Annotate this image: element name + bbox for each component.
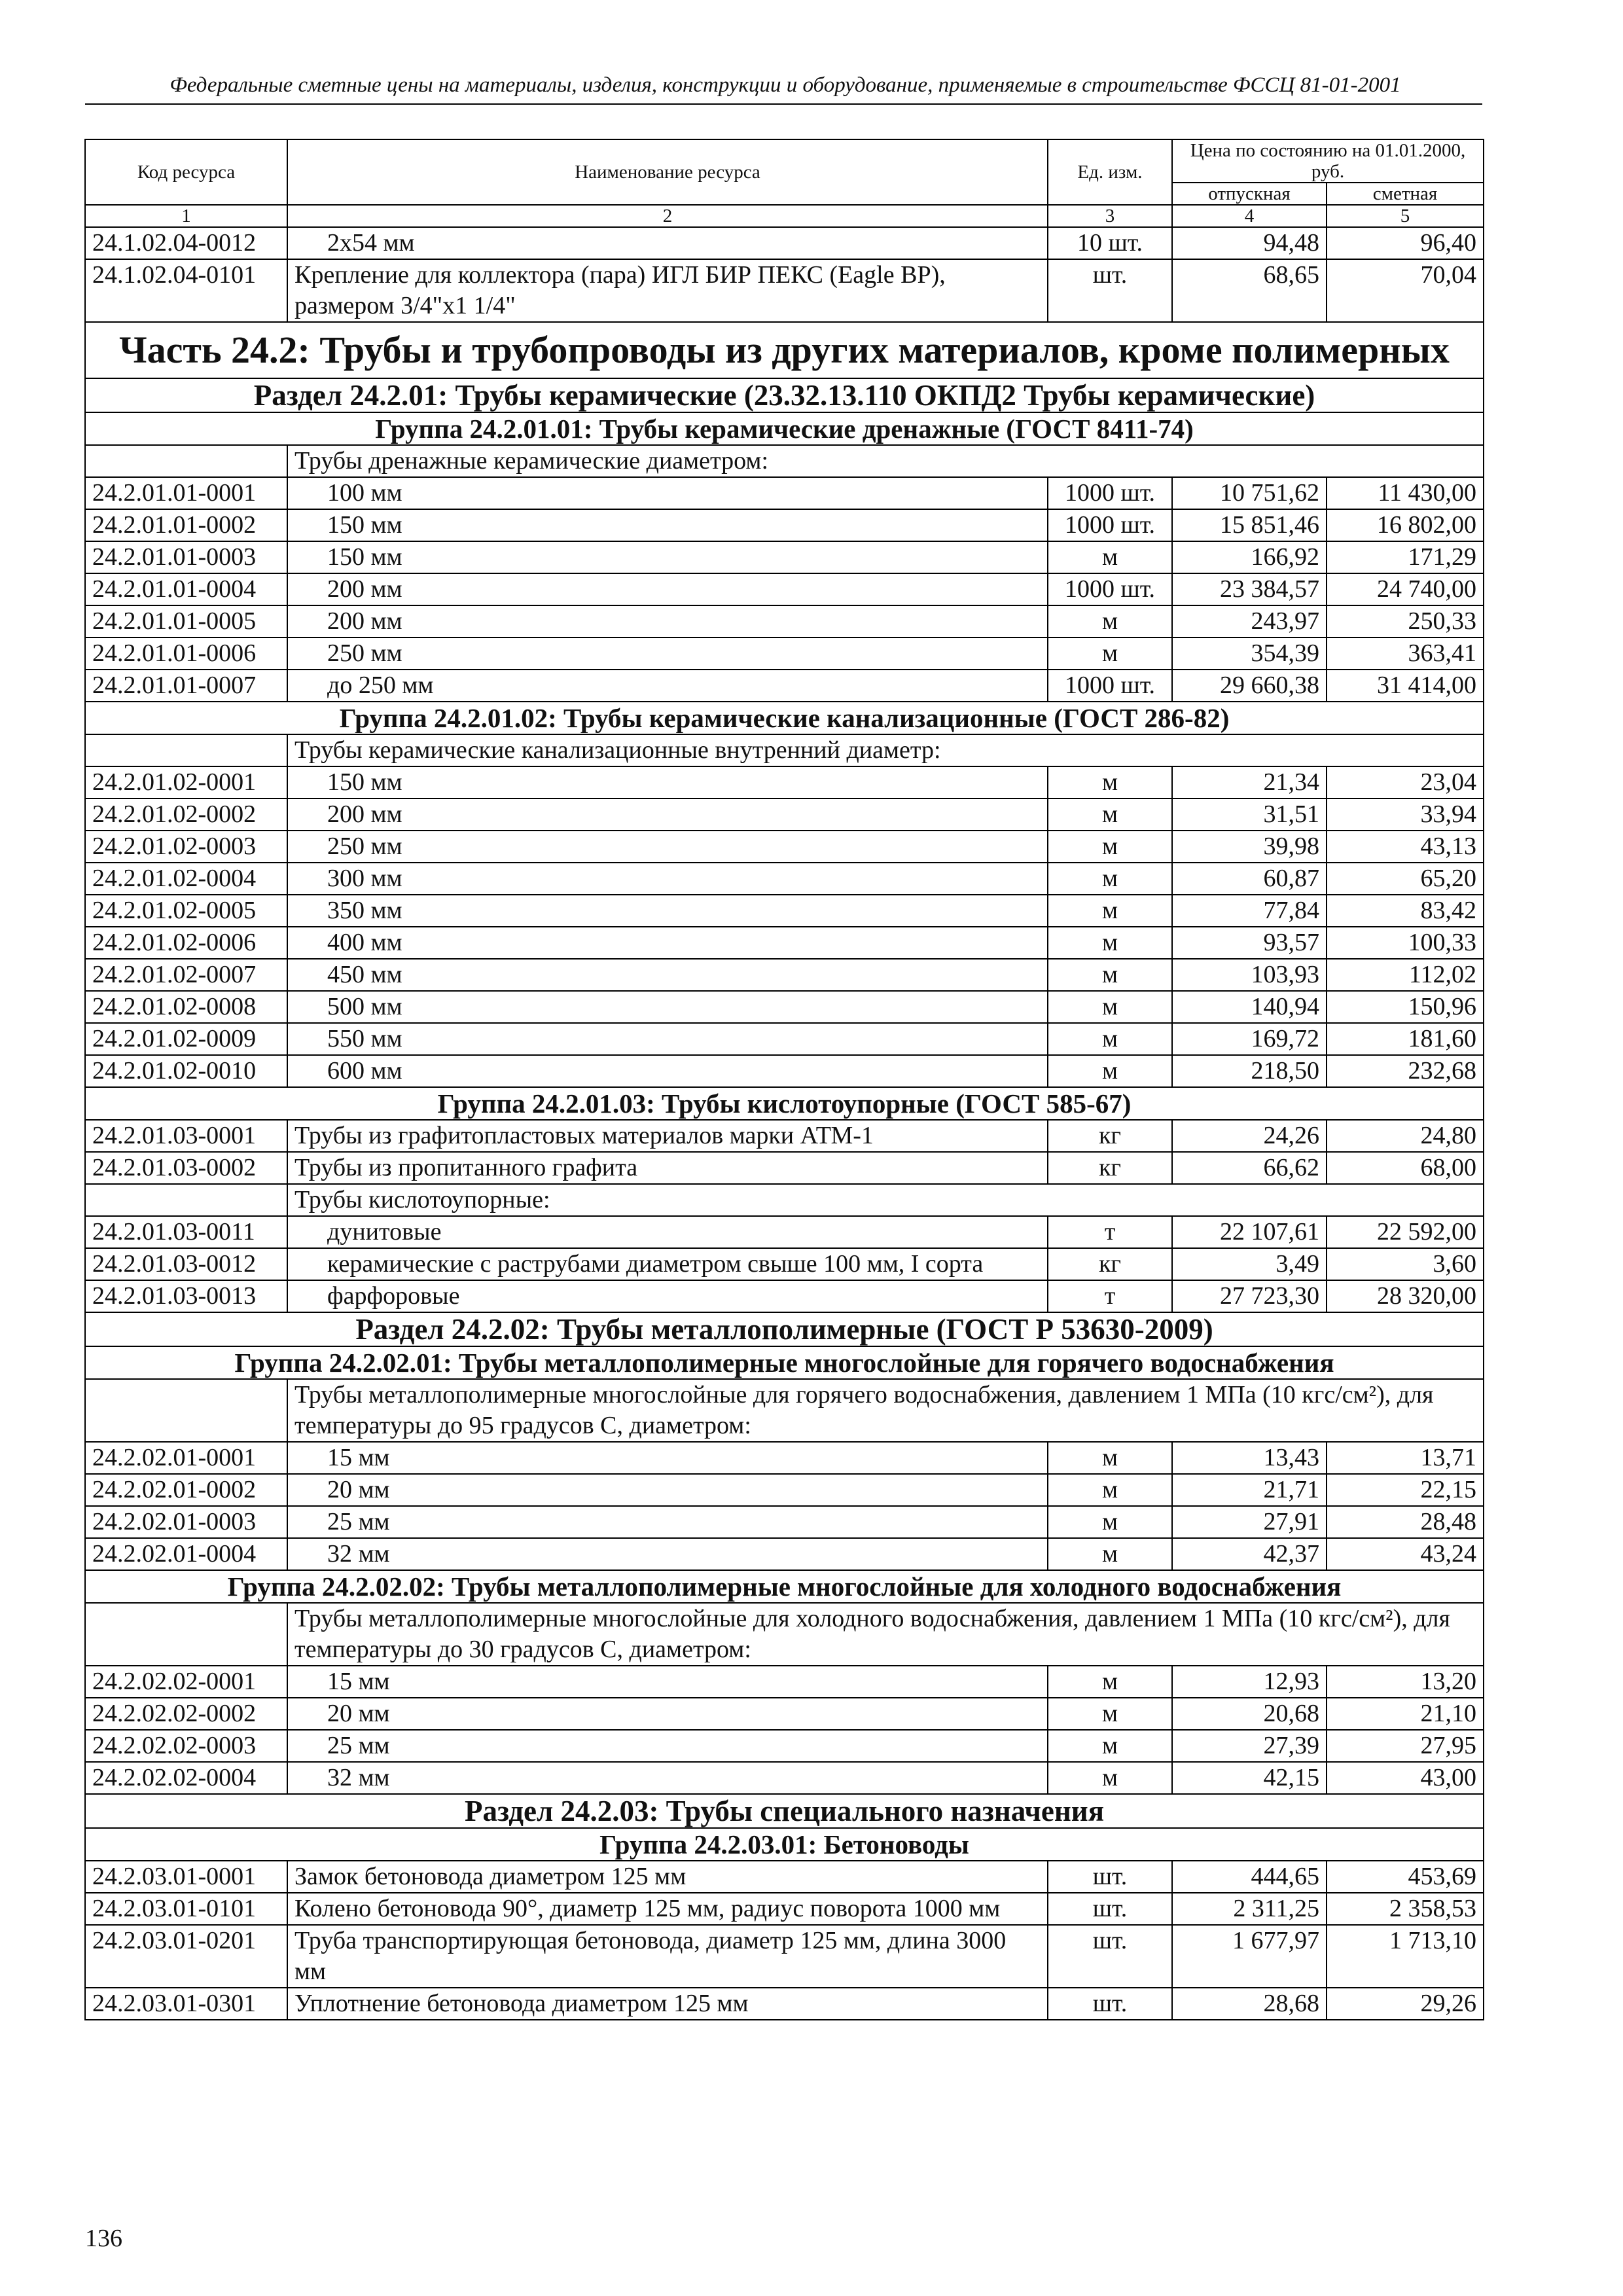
estimate-price: 13,20: [1327, 1666, 1484, 1698]
resource-code: 24.2.01.01-0003: [85, 541, 287, 573]
unit-of-measure: кг: [1048, 1248, 1172, 1280]
release-price: 166,92: [1172, 541, 1327, 573]
resource-code: 24.2.01.03-0012: [85, 1248, 287, 1280]
resource-name: 20 мм: [287, 1698, 1048, 1730]
group-title: Группа 24.2.01.01: Трубы керамические дренажные (ГОСТ 8411-74): [85, 412, 1484, 445]
group-heading-row: [85, 1828, 1484, 1861]
unit-of-measure: м: [1048, 1442, 1172, 1474]
section-title: Раздел 24.2.03: Трубы специального назначения: [85, 1794, 1484, 1828]
unit-of-measure: м: [1048, 766, 1172, 798]
estimate-price: 16 802,00: [1327, 509, 1484, 541]
unit-of-measure: 1000 шт.: [1048, 477, 1172, 509]
estimate-price: 43,00: [1327, 1762, 1484, 1794]
resource-name: до 250 мм: [287, 670, 1048, 702]
unit-of-measure: м: [1048, 1730, 1172, 1762]
unit-of-measure: м: [1048, 863, 1172, 895]
table-row: [85, 227, 1484, 259]
unit-of-measure: шт.: [1048, 1988, 1172, 2020]
resource-code: 24.2.02.01-0001: [85, 1442, 287, 1474]
release-price: 22 107,61: [1172, 1216, 1327, 1248]
estimate-price: 70,04: [1327, 259, 1484, 322]
code-cell-empty: [85, 1603, 287, 1666]
resource-code: 24.2.03.01-0101: [85, 1893, 287, 1925]
resource-code: 24.2.03.01-0201: [85, 1925, 287, 1988]
unit-of-measure: м: [1048, 1023, 1172, 1055]
unit-of-measure: т: [1048, 1216, 1172, 1248]
release-price: 20,68: [1172, 1698, 1327, 1730]
resource-name: 200 мм: [287, 798, 1048, 831]
release-price: 169,72: [1172, 1023, 1327, 1055]
release-price: 243,97: [1172, 605, 1327, 637]
table-row: [85, 1988, 1484, 2020]
resource-code: 24.2.03.01-0001: [85, 1861, 287, 1893]
release-price: 103,93: [1172, 959, 1327, 991]
resource-code: 24.2.01.01-0006: [85, 637, 287, 670]
estimate-price: 250,33: [1327, 605, 1484, 637]
table-row: [85, 605, 1484, 637]
table-row: [85, 637, 1484, 670]
resource-name: Трубы из графитопластовых материалов марки АТМ-1: [287, 1120, 1048, 1152]
estimate-price: 43,24: [1327, 1538, 1484, 1570]
resource-code: 24.2.01.02-0008: [85, 991, 287, 1023]
release-price: 15 851,46: [1172, 509, 1327, 541]
unit-of-measure: м: [1048, 991, 1172, 1023]
estimate-price: 23,04: [1327, 766, 1484, 798]
release-price: 1 677,97: [1172, 1925, 1327, 1988]
section-title: Раздел 24.2.02: Трубы металлополимерные (ГОСТ Р 53630-2009): [85, 1312, 1484, 1346]
table-row: [85, 1474, 1484, 1506]
release-price: 13,43: [1172, 1442, 1327, 1474]
resource-name: Крепление для коллектора (пара) ИГЛ БИР ПЕКС (Eagle BP), размером 3/4"x1 1/4": [287, 259, 1048, 322]
unit-of-measure: т: [1048, 1280, 1172, 1312]
col-header-price: Цена по состоянию на 01.01.2000, руб.: [1172, 139, 1484, 183]
header-rule: [85, 103, 1482, 105]
table-row: [85, 863, 1484, 895]
subheading-text: Трубы дренажные керамические диаметром:: [287, 445, 1484, 477]
table-row: [85, 670, 1484, 702]
code-cell-empty: [85, 445, 287, 477]
resource-name: 250 мм: [287, 637, 1048, 670]
resource-code: 24.2.01.01-0005: [85, 605, 287, 637]
resource-name: 150 мм: [287, 509, 1048, 541]
resource-name: 450 мм: [287, 959, 1048, 991]
table-row: [85, 477, 1484, 509]
estimate-price: 100,33: [1327, 927, 1484, 959]
resource-code: 24.1.02.04-0012: [85, 227, 287, 259]
table-row: [85, 1893, 1484, 1925]
table-row: [85, 1280, 1484, 1312]
resource-code: 24.2.02.02-0004: [85, 1762, 287, 1794]
release-price: 21,34: [1172, 766, 1327, 798]
resource-code: 24.2.01.02-0004: [85, 863, 287, 895]
col-number-4: 4: [1172, 205, 1327, 227]
group-heading-row: [85, 412, 1484, 445]
table-row: [85, 1538, 1484, 1570]
estimate-price: 65,20: [1327, 863, 1484, 895]
resource-code: 24.2.01.02-0010: [85, 1055, 287, 1087]
resource-name: 300 мм: [287, 863, 1048, 895]
resource-name: 100 мм: [287, 477, 1048, 509]
table-row: [85, 1442, 1484, 1474]
code-cell-empty: [85, 734, 287, 766]
estimate-price: 2 358,53: [1327, 1893, 1484, 1925]
section-heading-row: [85, 378, 1484, 412]
release-price: 27,39: [1172, 1730, 1327, 1762]
table-row: [85, 1055, 1484, 1087]
estimate-price: 150,96: [1327, 991, 1484, 1023]
estimate-price: 27,95: [1327, 1730, 1484, 1762]
estimate-price: 96,40: [1327, 227, 1484, 259]
resource-name: 150 мм: [287, 766, 1048, 798]
table-row: [85, 1152, 1484, 1184]
subheading-row: [85, 734, 1484, 766]
table-row: [85, 1120, 1484, 1152]
table-row: [85, 573, 1484, 605]
release-price: 42,15: [1172, 1762, 1327, 1794]
unit-of-measure: м: [1048, 1506, 1172, 1538]
unit-of-measure: шт.: [1048, 1861, 1172, 1893]
resource-name: 150 мм: [287, 541, 1048, 573]
col-header-release: отпускная: [1172, 183, 1327, 205]
resource-code: 24.2.01.02-0006: [85, 927, 287, 959]
resource-name: 200 мм: [287, 573, 1048, 605]
release-price: 21,71: [1172, 1474, 1327, 1506]
estimate-price: 24 740,00: [1327, 573, 1484, 605]
resource-name: 500 мм: [287, 991, 1048, 1023]
code-cell-empty: [85, 1184, 287, 1216]
resource-code: 24.2.01.03-0011: [85, 1216, 287, 1248]
resource-name: 32 мм: [287, 1538, 1048, 1570]
unit-of-measure: м: [1048, 1474, 1172, 1506]
unit-of-measure: м: [1048, 798, 1172, 831]
resource-code: 24.2.01.02-0003: [85, 831, 287, 863]
resource-code: 24.2.01.02-0007: [85, 959, 287, 991]
unit-of-measure: шт.: [1048, 259, 1172, 322]
group-title: Группа 24.2.01.03: Трубы кислотоупорные (ГОСТ 585-67): [85, 1087, 1484, 1120]
table-row: [85, 1925, 1484, 1988]
table-row: [85, 927, 1484, 959]
resource-code: 24.2.01.02-0009: [85, 1023, 287, 1055]
resource-code: 24.2.01.01-0001: [85, 477, 287, 509]
unit-of-measure: кг: [1048, 1152, 1172, 1184]
table-row: [85, 1666, 1484, 1698]
estimate-price: 28,48: [1327, 1506, 1484, 1538]
table-row: [85, 1861, 1484, 1893]
group-heading-row: [85, 1346, 1484, 1379]
release-price: 29 660,38: [1172, 670, 1327, 702]
unit-of-measure: 1000 шт.: [1048, 509, 1172, 541]
group-heading-row: [85, 1087, 1484, 1120]
release-price: 93,57: [1172, 927, 1327, 959]
table-row: [85, 798, 1484, 831]
resource-name: 25 мм: [287, 1730, 1048, 1762]
resource-code: 24.2.01.02-0005: [85, 895, 287, 927]
table-row: [85, 766, 1484, 798]
resource-name: дунитовые: [287, 1216, 1048, 1248]
table-row: [85, 1730, 1484, 1762]
resource-code: 24.2.01.01-0004: [85, 573, 287, 605]
release-price: 12,93: [1172, 1666, 1327, 1698]
resource-name: керамические с раструбами диаметром свыше 100 мм, I сорта: [287, 1248, 1048, 1280]
estimate-price: 43,13: [1327, 831, 1484, 863]
unit-of-measure: м: [1048, 541, 1172, 573]
group-title: Группа 24.2.02.02: Трубы металлополимерные многослойные для холодного водоснабжения: [85, 1570, 1484, 1603]
unit-of-measure: 10 шт.: [1048, 227, 1172, 259]
estimate-price: 453,69: [1327, 1861, 1484, 1893]
resource-code: 24.2.02.01-0002: [85, 1474, 287, 1506]
part-title: Часть 24.2: Трубы и трубопроводы из других материалов, кроме полимерных: [85, 322, 1484, 378]
estimate-price: 31 414,00: [1327, 670, 1484, 702]
estimate-price: 1 713,10: [1327, 1925, 1484, 1988]
release-price: 354,39: [1172, 637, 1327, 670]
release-price: 77,84: [1172, 895, 1327, 927]
subheading-row: [85, 1184, 1484, 1216]
release-price: 444,65: [1172, 1861, 1327, 1893]
resource-name: 20 мм: [287, 1474, 1048, 1506]
resource-code: 24.2.03.01-0301: [85, 1988, 287, 2020]
resource-name: 550 мм: [287, 1023, 1048, 1055]
unit-of-measure: шт.: [1048, 1925, 1172, 1988]
resource-code: 24.2.01.02-0002: [85, 798, 287, 831]
release-price: 68,65: [1172, 259, 1327, 322]
release-price: 23 384,57: [1172, 573, 1327, 605]
release-price: 27,91: [1172, 1506, 1327, 1538]
resource-name: фарфоровые: [287, 1280, 1048, 1312]
col-number-5: 5: [1327, 205, 1484, 227]
resource-code: 24.2.01.03-0002: [85, 1152, 287, 1184]
running-header: Федеральные сметные цены на материалы, изделия, конструкции и оборудование, применяемые в строительстве ФССЦ 81-01-2001: [169, 73, 1401, 97]
resource-name: Труба транспортирующая бетоновода, диаметр 125 мм, длина 3000 мм: [287, 1925, 1048, 1988]
unit-of-measure: м: [1048, 637, 1172, 670]
estimate-price: 363,41: [1327, 637, 1484, 670]
subheading-row: [85, 1379, 1484, 1442]
resource-code: 24.2.02.01-0004: [85, 1538, 287, 1570]
resource-name: 15 мм: [287, 1442, 1048, 1474]
resource-name: 350 мм: [287, 895, 1048, 927]
section-heading-row: [85, 1794, 1484, 1828]
estimate-price: 3,60: [1327, 1248, 1484, 1280]
resource-name: 200 мм: [287, 605, 1048, 637]
release-price: 42,37: [1172, 1538, 1327, 1570]
resource-code: 24.2.02.02-0001: [85, 1666, 287, 1698]
resource-code: 24.2.01.01-0002: [85, 509, 287, 541]
estimate-price: 13,71: [1327, 1442, 1484, 1474]
col-header-code: Код ресурса: [85, 139, 287, 205]
table-row: [85, 1023, 1484, 1055]
estimate-price: 232,68: [1327, 1055, 1484, 1087]
resource-code: 24.2.02.01-0003: [85, 1506, 287, 1538]
unit-of-measure: м: [1048, 1762, 1172, 1794]
release-price: 60,87: [1172, 863, 1327, 895]
resource-name: 400 мм: [287, 927, 1048, 959]
table-row: [85, 1216, 1484, 1248]
col-header-name: Наименование ресурса: [287, 139, 1048, 205]
release-price: 31,51: [1172, 798, 1327, 831]
resource-name: 32 мм: [287, 1762, 1048, 1794]
table-body: [85, 227, 1484, 2020]
col-number-2: 2: [287, 205, 1048, 227]
resource-name: Трубы из пропитанного графита: [287, 1152, 1048, 1184]
estimate-price: 83,42: [1327, 895, 1484, 927]
estimate-price: 112,02: [1327, 959, 1484, 991]
release-price: 3,49: [1172, 1248, 1327, 1280]
resource-code: 24.2.01.03-0013: [85, 1280, 287, 1312]
subheading-text: Трубы кислотоупорные:: [287, 1184, 1484, 1216]
unit-of-measure: м: [1048, 1698, 1172, 1730]
table-row: [85, 1762, 1484, 1794]
resource-name: 2x54 мм: [287, 227, 1048, 259]
col-header-unit: Ед. изм.: [1048, 139, 1172, 205]
resource-name: Уплотнение бетоновода диаметром 125 мм: [287, 1988, 1048, 2020]
release-price: 24,26: [1172, 1120, 1327, 1152]
unit-of-measure: м: [1048, 959, 1172, 991]
page-number: 136: [85, 2225, 122, 2252]
resource-name: 25 мм: [287, 1506, 1048, 1538]
release-price: 39,98: [1172, 831, 1327, 863]
table-row: [85, 1698, 1484, 1730]
unit-of-measure: 1000 шт.: [1048, 670, 1172, 702]
group-heading-row: [85, 1570, 1484, 1603]
table-row: [85, 1506, 1484, 1538]
unit-of-measure: кг: [1048, 1120, 1172, 1152]
estimate-price: 29,26: [1327, 1988, 1484, 2020]
table-row: [85, 259, 1484, 322]
part-heading-row: [85, 322, 1484, 378]
price-table: [84, 139, 1484, 2020]
estimate-price: 22 592,00: [1327, 1216, 1484, 1248]
group-heading-row: [85, 702, 1484, 734]
group-title: Группа 24.2.01.02: Трубы керамические канализационные (ГОСТ 286-82): [85, 702, 1484, 734]
resource-code: 24.2.01.01-0007: [85, 670, 287, 702]
resource-code: 24.2.02.02-0003: [85, 1730, 287, 1762]
estimate-price: 33,94: [1327, 798, 1484, 831]
release-price: 28,68: [1172, 1988, 1327, 2020]
estimate-price: 11 430,00: [1327, 477, 1484, 509]
subheading-text: Трубы металлополимерные многослойные для горячего водоснабжения, давлением 1 МПа (10 кгс/см²), для температуры до 95 градусов С, диаметром:: [287, 1379, 1484, 1442]
release-price: 2 311,25: [1172, 1893, 1327, 1925]
col-number-1: 1: [85, 205, 287, 227]
resource-code: 24.1.02.04-0101: [85, 259, 287, 322]
section-heading-row: [85, 1312, 1484, 1346]
release-price: 27 723,30: [1172, 1280, 1327, 1312]
section-title: Раздел 24.2.01: Трубы керамические (23.32.13.110 ОКПД2 Трубы керамические): [85, 378, 1484, 412]
estimate-price: 22,15: [1327, 1474, 1484, 1506]
estimate-price: 24,80: [1327, 1120, 1484, 1152]
unit-of-measure: м: [1048, 895, 1172, 927]
table-row: [85, 991, 1484, 1023]
release-price: 218,50: [1172, 1055, 1327, 1087]
resource-code: 24.2.01.02-0001: [85, 766, 287, 798]
group-title: Группа 24.2.02.01: Трубы металлополимерные многослойные для горячего водоснабжения: [85, 1346, 1484, 1379]
release-price: 66,62: [1172, 1152, 1327, 1184]
table-row: [85, 831, 1484, 863]
unit-of-measure: 1000 шт.: [1048, 573, 1172, 605]
estimate-price: 28 320,00: [1327, 1280, 1484, 1312]
unit-of-measure: м: [1048, 605, 1172, 637]
code-cell-empty: [85, 1379, 287, 1442]
unit-of-measure: шт.: [1048, 1893, 1172, 1925]
subheading-row: [85, 445, 1484, 477]
table-row: [85, 509, 1484, 541]
resource-code: 24.2.01.03-0001: [85, 1120, 287, 1152]
release-price: 10 751,62: [1172, 477, 1327, 509]
subheading-text: Трубы керамические канализационные внутренний диаметр:: [287, 734, 1484, 766]
resource-name: 15 мм: [287, 1666, 1048, 1698]
unit-of-measure: м: [1048, 1666, 1172, 1698]
resource-name: 600 мм: [287, 1055, 1048, 1087]
unit-of-measure: м: [1048, 927, 1172, 959]
table-row: [85, 1248, 1484, 1280]
group-title: Группа 24.2.03.01: Бетоноводы: [85, 1828, 1484, 1861]
table-row: [85, 895, 1484, 927]
estimate-price: 68,00: [1327, 1152, 1484, 1184]
estimate-price: 171,29: [1327, 541, 1484, 573]
unit-of-measure: м: [1048, 831, 1172, 863]
table-row: [85, 959, 1484, 991]
estimate-price: 21,10: [1327, 1698, 1484, 1730]
release-price: 140,94: [1172, 991, 1327, 1023]
resource-name: 250 мм: [287, 831, 1048, 863]
col-number-3: 3: [1048, 205, 1172, 227]
resource-code: 24.2.02.02-0002: [85, 1698, 287, 1730]
unit-of-measure: м: [1048, 1055, 1172, 1087]
col-header-estimate: сметная: [1327, 183, 1484, 205]
table-header: [85, 139, 1484, 227]
resource-name: Колено бетоновода 90°, диаметр 125 мм, радиус поворота 1000 мм: [287, 1893, 1048, 1925]
subheading-row: [85, 1603, 1484, 1666]
estimate-price: 181,60: [1327, 1023, 1484, 1055]
table-row: [85, 541, 1484, 573]
subheading-text: Трубы металлополимерные многослойные для холодного водоснабжения, давлением 1 МПа (10 кгс/см²), для температуры до 30 градусов С, диаметром:: [287, 1603, 1484, 1666]
resource-name: Замок бетоновода диаметром 125 мм: [287, 1861, 1048, 1893]
release-price: 94,48: [1172, 227, 1327, 259]
unit-of-measure: м: [1048, 1538, 1172, 1570]
